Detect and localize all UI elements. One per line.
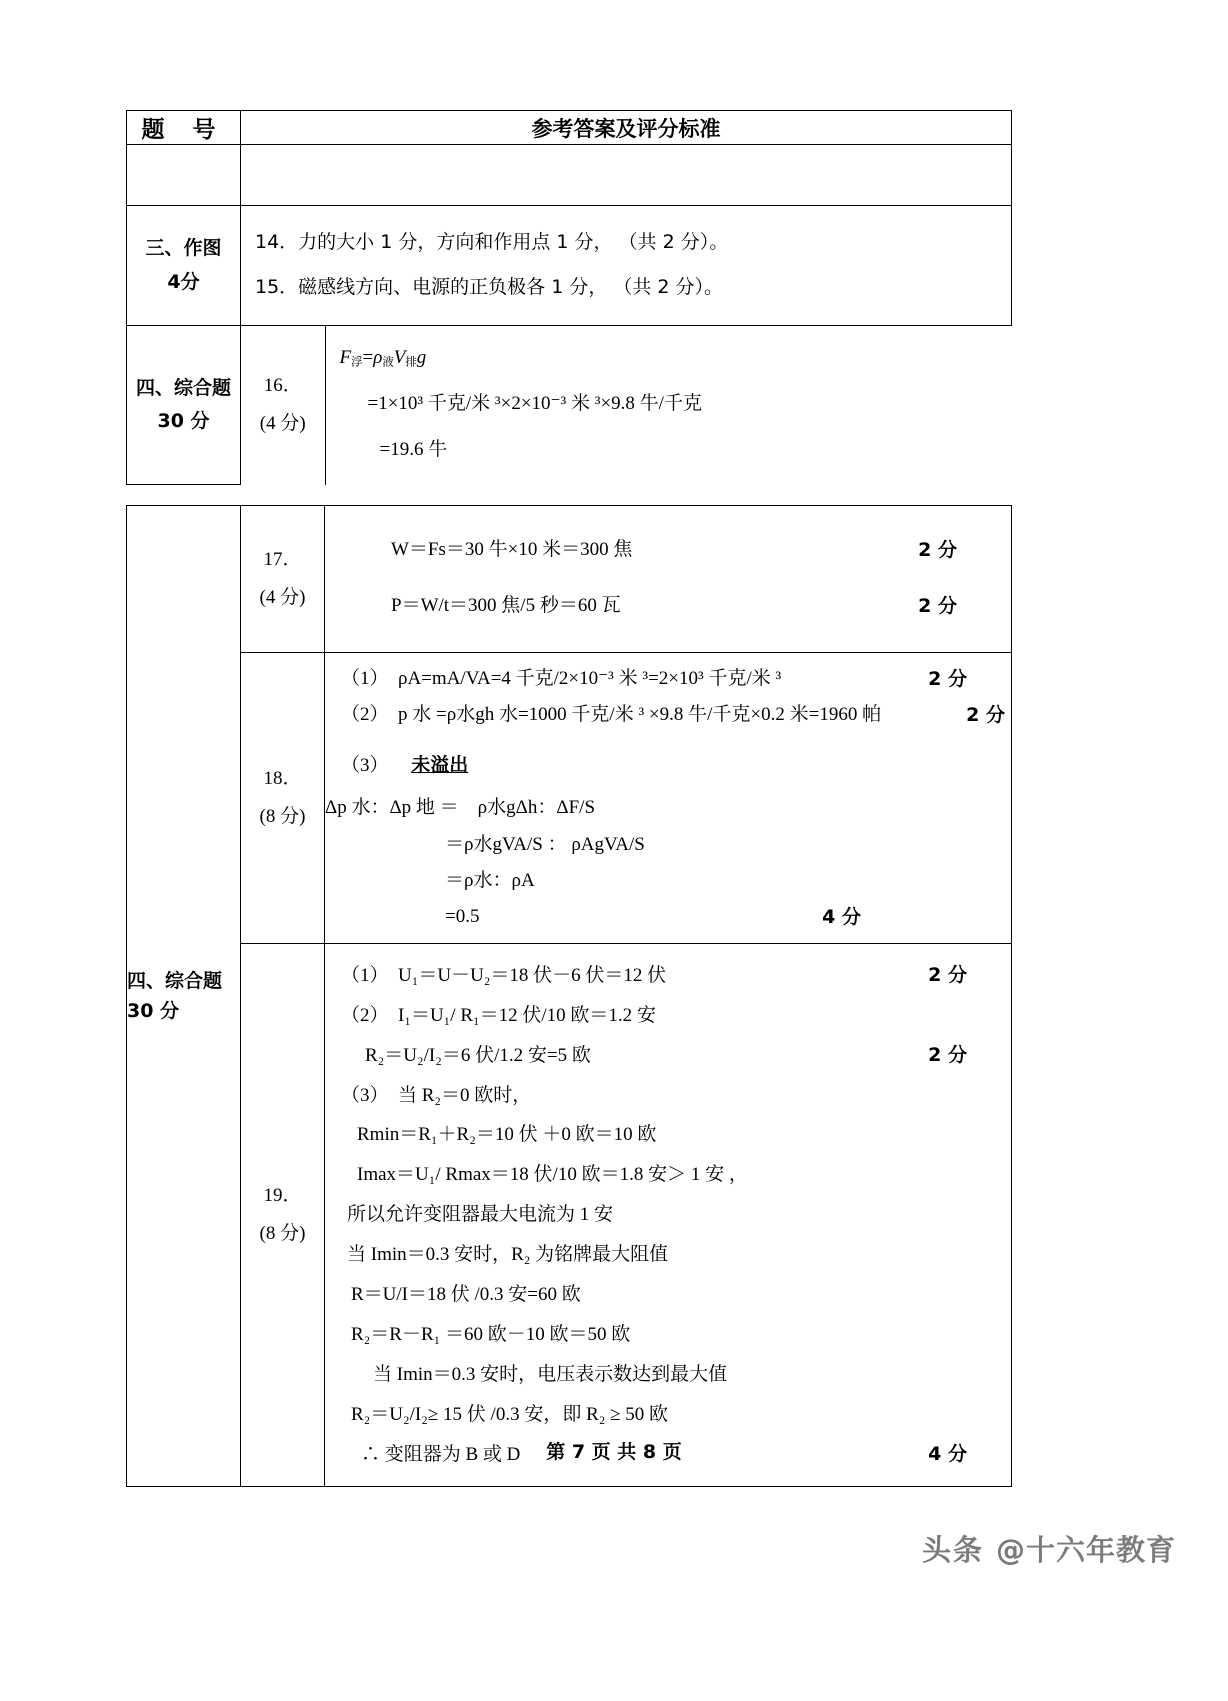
table-blank-row	[127, 145, 1012, 206]
q16-points: (4 分)	[259, 413, 306, 435]
q18-line-1	[325, 653, 1011, 697]
page-number-text: 第 7 页 共 8 页	[546, 1441, 682, 1463]
q16-content	[325, 326, 1012, 484]
table-header-row	[127, 111, 1012, 145]
q19-row	[127, 943, 1012, 1487]
q16-sub-pai: 排	[405, 354, 417, 369]
section-4b-category-line1: 四、综合题	[127, 969, 223, 992]
section-3-content	[241, 206, 1012, 326]
q17-line1-points: 2 分	[918, 539, 957, 561]
q18-density-formula: （1） ρA=mA/VA=4 千克/2×10⁻³ 米 ³=2×10³ 千克/米 ³	[341, 668, 782, 690]
q19-line-4: （3） 当 R₂＝0 欧时，	[341, 1084, 532, 1106]
q16-F: F	[339, 347, 352, 369]
q18-line-6: ＝ρ水：ρA	[445, 869, 535, 891]
q18-line-7	[325, 899, 1011, 943]
q19-points: (8 分)	[259, 1223, 306, 1245]
blank-cell-left	[127, 145, 241, 206]
section-3-category	[127, 206, 241, 326]
q16-formula-line3: =19.6 牛	[379, 439, 448, 461]
q18-ratio-result: =0.5	[445, 905, 480, 927]
watermark	[922, 1528, 1176, 1569]
q19-line-10: R₂＝R－R₁ ＝60 欧－10 欧＝50 欧	[351, 1323, 631, 1345]
q19-line-1	[325, 956, 1011, 996]
q16-number-cell	[241, 326, 325, 484]
section-4b-category-line2: 30 分	[127, 1000, 180, 1023]
q19-line-5: Rmin＝R₁＋R₂＝10 伏 ＋0 欧＝10 欧	[357, 1124, 657, 1146]
section-4-category-line2: 30 分	[157, 410, 210, 433]
section-3-row	[127, 206, 1012, 326]
answer-table-top	[126, 110, 1012, 485]
q17-content	[325, 506, 1012, 653]
q17-line-2	[339, 588, 1001, 636]
q19-line-7: 所以允许变阻器最大电流为 1 安	[347, 1204, 614, 1226]
item-15: 15．磁感线方向、电源的正负极各 1 分， （共 2 分）。	[255, 275, 724, 298]
q16-V: V	[393, 347, 406, 369]
q16-sub-fu: 浮	[351, 354, 363, 369]
section-3-category-line2: 4分	[167, 270, 200, 293]
q17-line-1	[339, 520, 1001, 588]
q17-number-cell	[241, 506, 325, 653]
q19-line13-points: 4 分	[928, 1442, 967, 1465]
q17-points: (4 分)	[259, 587, 306, 609]
q19-line3-points: 2 分	[928, 1043, 967, 1066]
q17-work-formula: W＝Fs＝30 牛×10 米＝300 焦	[391, 539, 633, 560]
q18-line-4: Δp 水：Δp 地 ＝ ρ水gΔh：ΔF/S	[325, 797, 596, 819]
header-reference-answer-title: 参考答案及评分标准	[241, 111, 1012, 145]
q19-u1-formula: （1） U₁＝U－U₂＝18 伏－6 伏＝12 伏	[341, 964, 667, 986]
q19-number: 19．	[263, 1185, 302, 1207]
header-question-number: 题 号	[127, 111, 241, 145]
q19-line-12: R₂＝U₂/I₂≥ 15 伏 /0.3 安，即 R₂ ≥ 50 欧	[351, 1403, 669, 1425]
section-4-category-line1: 四、综合题	[135, 376, 231, 399]
section-4-category-top	[127, 326, 241, 485]
q19-line-8: 当 Imin＝0.3 安时，R₂ 为铭牌最大阻值	[347, 1244, 669, 1266]
q18-line7-points: 4 分	[822, 905, 861, 928]
q19-conclusion: ∴ 变阻器为 B 或 D	[361, 1443, 521, 1465]
q19-line-11: 当 Imin＝0.3 安时，电压表示数达到最大值	[373, 1363, 728, 1385]
q16-wrapper	[241, 326, 1012, 485]
q19-content	[325, 943, 1012, 1487]
item-14: 14．力的大小 1 分，方向和作用点 1 分， （共 2 分）。	[255, 231, 729, 253]
q16-sub-ye: 液	[382, 354, 394, 369]
q17-power-formula: P＝W/t＝300 焦/5 秒＝60 瓦	[391, 595, 621, 617]
q18-line-5: ＝ρ水gVA/S ： ρAgVA/S	[445, 833, 645, 855]
q16-eq: =	[362, 347, 374, 369]
answer-table-bottom	[126, 505, 1012, 1487]
section-4-category-bottom	[127, 506, 241, 1487]
q16-inner-table	[241, 326, 1012, 484]
q19-line1-points: 2 分	[928, 963, 967, 986]
blank-cell-right	[241, 145, 1012, 206]
q19-line-2: （2） I₁＝U₁/ R₁＝12 伏/10 欧＝1.2 安	[341, 1004, 656, 1026]
q17-row	[127, 506, 1012, 653]
q18-number: 18．	[263, 768, 302, 790]
q16-formula-line2: =1×10³ 千克/米 ³×2×10⁻³ 米 ³×9.8 牛/千克	[367, 393, 702, 415]
q18-points: (8 分)	[259, 806, 306, 828]
q19-r2-formula: R₂＝U₂/I₂＝6 伏/1.2 安=5 欧	[365, 1044, 591, 1066]
q18-line-3	[325, 733, 1011, 784]
q16-rho: ρ	[373, 347, 383, 369]
q18-row	[127, 653, 1012, 944]
q18-number-cell	[241, 653, 325, 944]
q19-number-cell	[241, 943, 325, 1487]
q16-number: 16．	[263, 375, 302, 397]
toutiao-logo-icon: 头条	[921, 1533, 984, 1567]
q18-line1-points: 2 分	[928, 668, 967, 691]
q19-line-6: Imax＝U₁/ Rmax＝18 伏/10 欧＝1.8 安＞ 1 安 ，	[357, 1164, 748, 1186]
q18-line-2	[325, 697, 1011, 733]
q18-content	[325, 653, 1012, 944]
section-4-q16-row	[127, 326, 1012, 485]
section-3-category-line1: 三、作图	[145, 237, 222, 260]
q18-part3-label: （3）	[341, 755, 389, 777]
q19-line-3	[325, 1036, 1011, 1076]
page-footer	[0, 1437, 1228, 1464]
q16-formula-line1	[340, 340, 1002, 376]
q19-line-9: R＝U/I＝18 伏 /0.3 安=60 欧	[351, 1283, 581, 1305]
q16-g: g	[416, 347, 427, 369]
q17-line2-points: 2 分	[918, 595, 957, 618]
q18-pressure-formula: （2） p 水 =ρ水gh 水=1000 千克/米 ³ ×9.8 牛/千克×0.2 米=1960 帕	[341, 704, 882, 726]
q17-number: 17．	[263, 549, 302, 571]
q18-part3-answer: 未溢出	[411, 754, 469, 777]
q16-row	[241, 326, 1012, 484]
watermark-account-name: @十六年教育	[995, 1533, 1176, 1567]
q18-line2-points: 2 分	[966, 704, 1005, 727]
